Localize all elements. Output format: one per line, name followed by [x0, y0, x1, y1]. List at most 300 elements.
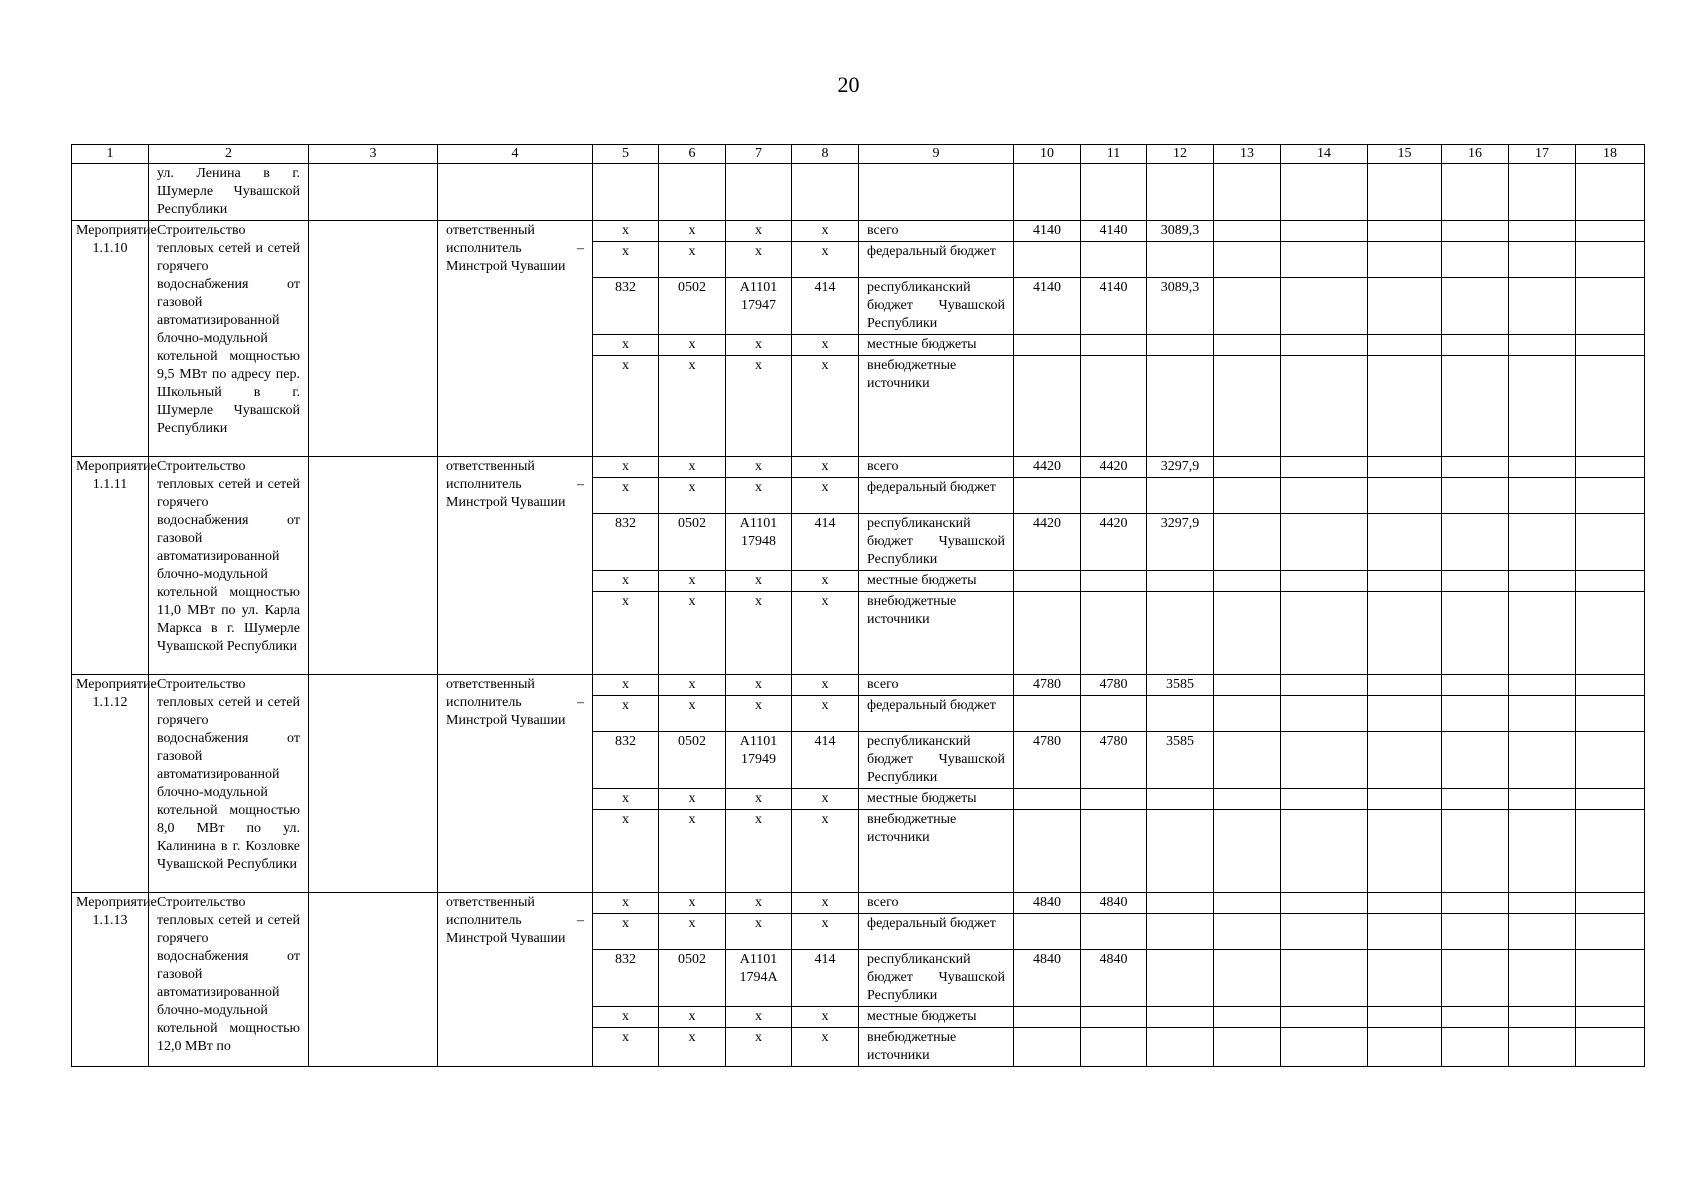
cell-c11: 4140: [1081, 278, 1147, 335]
cell-c9: местные бюджеты: [859, 335, 1014, 356]
header-cell: 16: [1442, 145, 1509, 164]
cell-c8: 414: [792, 732, 859, 789]
cell-c11: [1081, 696, 1147, 732]
cell-c17: [1509, 1028, 1576, 1067]
cell-c7: А1101 1794А: [726, 950, 792, 1007]
cell-c18: [1576, 950, 1645, 1007]
cell-c9: местные бюджеты: [859, 789, 1014, 810]
cell-c5: x: [593, 478, 659, 514]
cell-c15: [1368, 810, 1442, 893]
event-label: Мероприятие 1.1.10: [72, 221, 149, 457]
cell-c6: x: [659, 1028, 726, 1067]
cell-c6: x: [659, 335, 726, 356]
cell-c10: 4140: [1014, 221, 1081, 242]
header-cell: 15: [1368, 145, 1442, 164]
cell-c11: [1081, 789, 1147, 810]
cell-c9: внебюджетные источники: [859, 592, 1014, 675]
cell-c17: [1509, 356, 1576, 457]
cell-c16: [1442, 335, 1509, 356]
cell-c11: 4780: [1081, 732, 1147, 789]
cell-c13: [1214, 1028, 1281, 1067]
cell-c7: x: [726, 893, 792, 914]
cell-c17: [1509, 478, 1576, 514]
cell-c13: [1214, 1007, 1281, 1028]
cell-c6: x: [659, 221, 726, 242]
cell-c8: x: [792, 356, 859, 457]
cell-c14: [1281, 514, 1368, 571]
cell-c17: [1509, 893, 1576, 914]
cell-c6: x: [659, 696, 726, 732]
cell-c8: x: [792, 242, 859, 278]
cell-c16: [1442, 514, 1509, 571]
cell-c15: [1368, 592, 1442, 675]
cell-c16: [1442, 571, 1509, 592]
cell-c6: x: [659, 810, 726, 893]
cell-c5: x: [593, 696, 659, 732]
table-row: [72, 893, 1645, 914]
cell-c7: x: [726, 914, 792, 950]
cell-c5: x: [593, 810, 659, 893]
cell-c10: [1014, 478, 1081, 514]
event-executor: ответственный исполнитель – Минстрой Чувашии: [438, 893, 593, 1067]
cell-c17: [1509, 950, 1576, 1007]
cell-c5: x: [593, 571, 659, 592]
cell-c11: [1081, 914, 1147, 950]
cell-c7: x: [726, 810, 792, 893]
cell-c13: [1214, 696, 1281, 732]
cell-c8: x: [792, 789, 859, 810]
event-col3: [309, 221, 438, 457]
cell-c12: [1147, 478, 1214, 514]
cell-c6: x: [659, 893, 726, 914]
cell-c14: [1281, 893, 1368, 914]
cell-c18: [1576, 571, 1645, 592]
cell-c9: местные бюджеты: [859, 571, 1014, 592]
cell-c17: [1509, 914, 1576, 950]
cell-c8: 414: [792, 950, 859, 1007]
event-executor: ответственный исполнитель – Минстрой Чувашии: [438, 675, 593, 893]
cell-c13: [1214, 242, 1281, 278]
header-cell: 2: [149, 145, 309, 164]
table-row: [72, 675, 1645, 696]
cell-c10: 4780: [1014, 732, 1081, 789]
cell-c10: 4420: [1014, 514, 1081, 571]
cell-c7: x: [726, 356, 792, 457]
header-cell: 7: [726, 145, 792, 164]
cell-c10: 4140: [1014, 278, 1081, 335]
cell-c12: 3585: [1147, 732, 1214, 789]
cell-c17: [1509, 696, 1576, 732]
cell-c16: [1442, 478, 1509, 514]
cell-c8: x: [792, 696, 859, 732]
cell-c8: x: [792, 893, 859, 914]
cell-c10: 4840: [1014, 950, 1081, 1007]
cell-c16: [1442, 893, 1509, 914]
header-cell: 12: [1147, 145, 1214, 164]
cell-c5: x: [593, 335, 659, 356]
cell-c6: 0502: [659, 950, 726, 1007]
cell-c11: [1081, 810, 1147, 893]
cell-c6: x: [659, 356, 726, 457]
cell-c18: [1576, 675, 1645, 696]
cell-c15: [1368, 457, 1442, 478]
cell-c10: [1014, 1028, 1081, 1067]
cell-c17: [1509, 789, 1576, 810]
cell-c15: [1368, 278, 1442, 335]
cell-c12: [1147, 696, 1214, 732]
cell-c9: всего: [859, 893, 1014, 914]
cell-c11: 4840: [1081, 950, 1147, 1007]
cell-c8: 414: [792, 514, 859, 571]
cell-c13: [1214, 478, 1281, 514]
cell-c18: [1576, 789, 1645, 810]
cell-c7: А1101 17949: [726, 732, 792, 789]
header-cell: 6: [659, 145, 726, 164]
cell-c8: x: [792, 221, 859, 242]
event-name: Строительство тепловых сетей и сетей горячего водоснабжения от газовой автоматизированной блочно-модульной котельной мощностью 12,0 МВт по: [149, 893, 309, 1067]
cell-c17: [1509, 732, 1576, 789]
cell-c7: x: [726, 478, 792, 514]
cell-c15: [1368, 675, 1442, 696]
header-cell: 11: [1081, 145, 1147, 164]
cell-c6: x: [659, 592, 726, 675]
cell-c15: [1368, 950, 1442, 1007]
cell-c15: [1368, 356, 1442, 457]
cell-c5: x: [593, 1007, 659, 1028]
cell-c9: местные бюджеты: [859, 1007, 1014, 1028]
header-cell: 9: [859, 145, 1014, 164]
cell-c15: [1368, 514, 1442, 571]
cell-c12: 3585: [1147, 675, 1214, 696]
cell-c7: x: [726, 457, 792, 478]
cell-c17: [1509, 221, 1576, 242]
cell-c15: [1368, 1007, 1442, 1028]
cell-c17: [1509, 592, 1576, 675]
cell-c12: 3297,9: [1147, 514, 1214, 571]
cell-c11: [1081, 242, 1147, 278]
cell-c14: [1281, 675, 1368, 696]
cell-c13: [1214, 914, 1281, 950]
cell-c14: [1281, 478, 1368, 514]
cell-c12: [1147, 789, 1214, 810]
header-cell: 13: [1214, 145, 1281, 164]
cell-c9: республиканский бюджет Чувашской Республики: [859, 732, 1014, 789]
cell-c12: [1147, 950, 1214, 1007]
cell-c14: [1281, 810, 1368, 893]
cell-c9: федеральный бюджет: [859, 914, 1014, 950]
cell-c5: x: [593, 221, 659, 242]
cell-c12: [1147, 1007, 1214, 1028]
cell-c7: x: [726, 789, 792, 810]
cell-c17: [1509, 457, 1576, 478]
cell-c5: x: [593, 592, 659, 675]
cell-c16: [1442, 1007, 1509, 1028]
cell-c9: республиканский бюджет Чувашской Республики: [859, 514, 1014, 571]
cell-c14: [1281, 278, 1368, 335]
cell-c13: [1214, 789, 1281, 810]
cell-c12: [1147, 242, 1214, 278]
event-executor: ответственный исполнитель – Минстрой Чувашии: [438, 221, 593, 457]
cell-c8: x: [792, 592, 859, 675]
cell-c18: [1576, 732, 1645, 789]
cell-c17: [1509, 571, 1576, 592]
event-label: Мероприятие 1.1.13: [72, 893, 149, 1067]
cell-c13: [1214, 457, 1281, 478]
cell-c5: x: [593, 1028, 659, 1067]
cell-c11: [1081, 1007, 1147, 1028]
event-name: Строительство тепловых сетей и сетей горячего водоснабжения от газовой автоматизированной блочно-модульной котельной мощностью 8,0 МВт по ул. Калинина в г. Козловке Чувашской Республики: [149, 675, 309, 893]
cell-c6: x: [659, 914, 726, 950]
cell-c8: x: [792, 571, 859, 592]
cell-c18: [1576, 457, 1645, 478]
cell-c17: [1509, 278, 1576, 335]
cell-c15: [1368, 478, 1442, 514]
cell-c12: [1147, 592, 1214, 675]
header-cell: 5: [593, 145, 659, 164]
cell-c11: [1081, 571, 1147, 592]
cell-c14: [1281, 1007, 1368, 1028]
cell-c18: [1576, 810, 1645, 893]
cell-c9: внебюджетные источники: [859, 356, 1014, 457]
header-cell: 1: [72, 145, 149, 164]
cell-c18: [1576, 242, 1645, 278]
cell-c13: [1214, 950, 1281, 1007]
cell-c9: внебюджетные источники: [859, 1028, 1014, 1067]
cell-c5: 832: [593, 732, 659, 789]
cell-c14: [1281, 242, 1368, 278]
cell-c6: x: [659, 675, 726, 696]
cell-c6: x: [659, 457, 726, 478]
cell-c6: 0502: [659, 514, 726, 571]
table-row: [72, 457, 1645, 478]
cell-c5: x: [593, 457, 659, 478]
cell-c5: x: [593, 914, 659, 950]
cell-c15: [1368, 335, 1442, 356]
cell-c18: [1576, 278, 1645, 335]
cell-c11: [1081, 592, 1147, 675]
cell-c10: [1014, 810, 1081, 893]
cell-c18: [1576, 478, 1645, 514]
cell-c14: [1281, 732, 1368, 789]
cell-c9: федеральный бюджет: [859, 242, 1014, 278]
cell-c8: x: [792, 478, 859, 514]
cell-c11: [1081, 1028, 1147, 1067]
cell-c13: [1214, 893, 1281, 914]
cell-c17: [1509, 514, 1576, 571]
cell-c11: 4420: [1081, 457, 1147, 478]
cell-c7: x: [726, 221, 792, 242]
cell-c13: [1214, 335, 1281, 356]
cell-c10: 4780: [1014, 675, 1081, 696]
cell-c18: [1576, 914, 1645, 950]
cell-c18: [1576, 335, 1645, 356]
cell-c16: [1442, 356, 1509, 457]
event-name: Строительство тепловых сетей и сетей горячего водоснабжения от газовой автоматизированной блочно-модульной котельной мощностью 9,5 МВт по адресу пер. Школьный в г. Шумерле Чувашской Республики: [149, 221, 309, 457]
cell-c9: федеральный бюджет: [859, 696, 1014, 732]
event-col3: [309, 457, 438, 675]
cell-c15: [1368, 914, 1442, 950]
cell-c8: 414: [792, 278, 859, 335]
cell-c5: x: [593, 356, 659, 457]
cell-c7: x: [726, 242, 792, 278]
cell-c7: x: [726, 675, 792, 696]
cell-c15: [1368, 221, 1442, 242]
cell-c16: [1442, 1028, 1509, 1067]
cell-c16: [1442, 696, 1509, 732]
cell-c5: x: [593, 893, 659, 914]
cell-c13: [1214, 810, 1281, 893]
cell-c6: x: [659, 242, 726, 278]
cell-c8: x: [792, 335, 859, 356]
cell-c6: x: [659, 571, 726, 592]
cell-c12: [1147, 1028, 1214, 1067]
cell-c11: 4840: [1081, 893, 1147, 914]
cell-c16: [1442, 789, 1509, 810]
event-executor: ответственный исполнитель – Минстрой Чувашии: [438, 457, 593, 675]
cell-c17: [1509, 242, 1576, 278]
cell-c14: [1281, 221, 1368, 242]
cell-c10: 4420: [1014, 457, 1081, 478]
cell-c12: [1147, 335, 1214, 356]
cell-c16: [1442, 221, 1509, 242]
cell-c16: [1442, 810, 1509, 893]
cell-c15: [1368, 789, 1442, 810]
cell-c14: [1281, 592, 1368, 675]
cell-c7: x: [726, 571, 792, 592]
cell-c7: x: [726, 335, 792, 356]
cell-c15: [1368, 732, 1442, 789]
cell-c14: [1281, 457, 1368, 478]
cell-c17: [1509, 810, 1576, 893]
event-col3: [309, 675, 438, 893]
header-cell: 10: [1014, 145, 1081, 164]
event-label: Мероприятие 1.1.12: [72, 675, 149, 893]
cell-c11: [1081, 356, 1147, 457]
cell-c7: А1101 17947: [726, 278, 792, 335]
cell-c13: [1214, 592, 1281, 675]
cell-c17: [1509, 1007, 1576, 1028]
continuation-name: ул. Ленина в г. Шумерле Чувашской Республики: [149, 164, 309, 221]
cell-c16: [1442, 278, 1509, 335]
cell-c18: [1576, 356, 1645, 457]
cell-c18: [1576, 893, 1645, 914]
cell-c9: внебюджетные источники: [859, 810, 1014, 893]
cell-c7: x: [726, 696, 792, 732]
cell-c5: x: [593, 242, 659, 278]
budget-table: [71, 144, 1645, 1067]
cell-c12: [1147, 810, 1214, 893]
cell-c18: [1576, 514, 1645, 571]
cell-c13: [1214, 514, 1281, 571]
cell-c14: [1281, 335, 1368, 356]
cell-c15: [1368, 696, 1442, 732]
cell-c14: [1281, 696, 1368, 732]
cell-c12: 3089,3: [1147, 221, 1214, 242]
cell-c12: [1147, 356, 1214, 457]
event-name: Строительство тепловых сетей и сетей горячего водоснабжения от газовой автоматизированной блочно-модульной котельной мощностью 11,0 МВт по ул. Карла Маркса в г. Шумерле Чувашской Республики: [149, 457, 309, 675]
cell-c10: [1014, 592, 1081, 675]
cell-c5: 832: [593, 514, 659, 571]
cell-c9: республиканский бюджет Чувашской Республики: [859, 278, 1014, 335]
cell-c10: [1014, 914, 1081, 950]
header-cell: 3: [309, 145, 438, 164]
cell-c6: x: [659, 789, 726, 810]
cell-c13: [1214, 356, 1281, 457]
header-cell: 17: [1509, 145, 1576, 164]
cell-c11: [1081, 335, 1147, 356]
cell-c10: [1014, 571, 1081, 592]
cell-c9: республиканский бюджет Чувашской Республики: [859, 950, 1014, 1007]
cell-c12: [1147, 893, 1214, 914]
cell-c6: 0502: [659, 278, 726, 335]
cell-c14: [1281, 789, 1368, 810]
cell-c8: x: [792, 914, 859, 950]
cell-c16: [1442, 457, 1509, 478]
cell-c14: [1281, 1028, 1368, 1067]
cell-c18: [1576, 1028, 1645, 1067]
table-row: [72, 221, 1645, 242]
event-label: Мероприятие 1.1.11: [72, 457, 149, 675]
cell-c9: всего: [859, 457, 1014, 478]
cell-c16: [1442, 675, 1509, 696]
cell-c13: [1214, 278, 1281, 335]
cell-c8: x: [792, 457, 859, 478]
cell-c10: [1014, 335, 1081, 356]
cell-c15: [1368, 571, 1442, 592]
cell-c10: [1014, 242, 1081, 278]
cell-c13: [1214, 221, 1281, 242]
cell-c10: [1014, 1007, 1081, 1028]
cell-c16: [1442, 914, 1509, 950]
cell-c10: 4840: [1014, 893, 1081, 914]
cell-c11: 4780: [1081, 675, 1147, 696]
cell-c12: [1147, 914, 1214, 950]
cell-c10: [1014, 789, 1081, 810]
cell-c7: x: [726, 1028, 792, 1067]
cell-c15: [1368, 242, 1442, 278]
cell-c14: [1281, 571, 1368, 592]
cell-c16: [1442, 592, 1509, 675]
cell-c18: [1576, 221, 1645, 242]
cell-c11: [1081, 478, 1147, 514]
cell-c5: 832: [593, 950, 659, 1007]
cell-c8: x: [792, 810, 859, 893]
cell-c16: [1442, 950, 1509, 1007]
cell-c16: [1442, 732, 1509, 789]
cell-c13: [1214, 571, 1281, 592]
table-body: [72, 164, 1645, 1067]
cell-c7: А1101 17948: [726, 514, 792, 571]
cell-c11: 4420: [1081, 514, 1147, 571]
cell-c16: [1442, 242, 1509, 278]
cell-c5: 832: [593, 278, 659, 335]
cell-c18: [1576, 592, 1645, 675]
cell-c11: 4140: [1081, 221, 1147, 242]
cell-c13: [1214, 675, 1281, 696]
cell-c18: [1576, 1007, 1645, 1028]
header-cell: 18: [1576, 145, 1645, 164]
cell-c17: [1509, 675, 1576, 696]
header-cell: 4: [438, 145, 593, 164]
header-cell: 8: [792, 145, 859, 164]
cell-c17: [1509, 335, 1576, 356]
cell-c15: [1368, 893, 1442, 914]
cell-c12: 3297,9: [1147, 457, 1214, 478]
cell-c10: [1014, 356, 1081, 457]
cell-c13: [1214, 732, 1281, 789]
cell-c14: [1281, 914, 1368, 950]
cell-c9: всего: [859, 221, 1014, 242]
